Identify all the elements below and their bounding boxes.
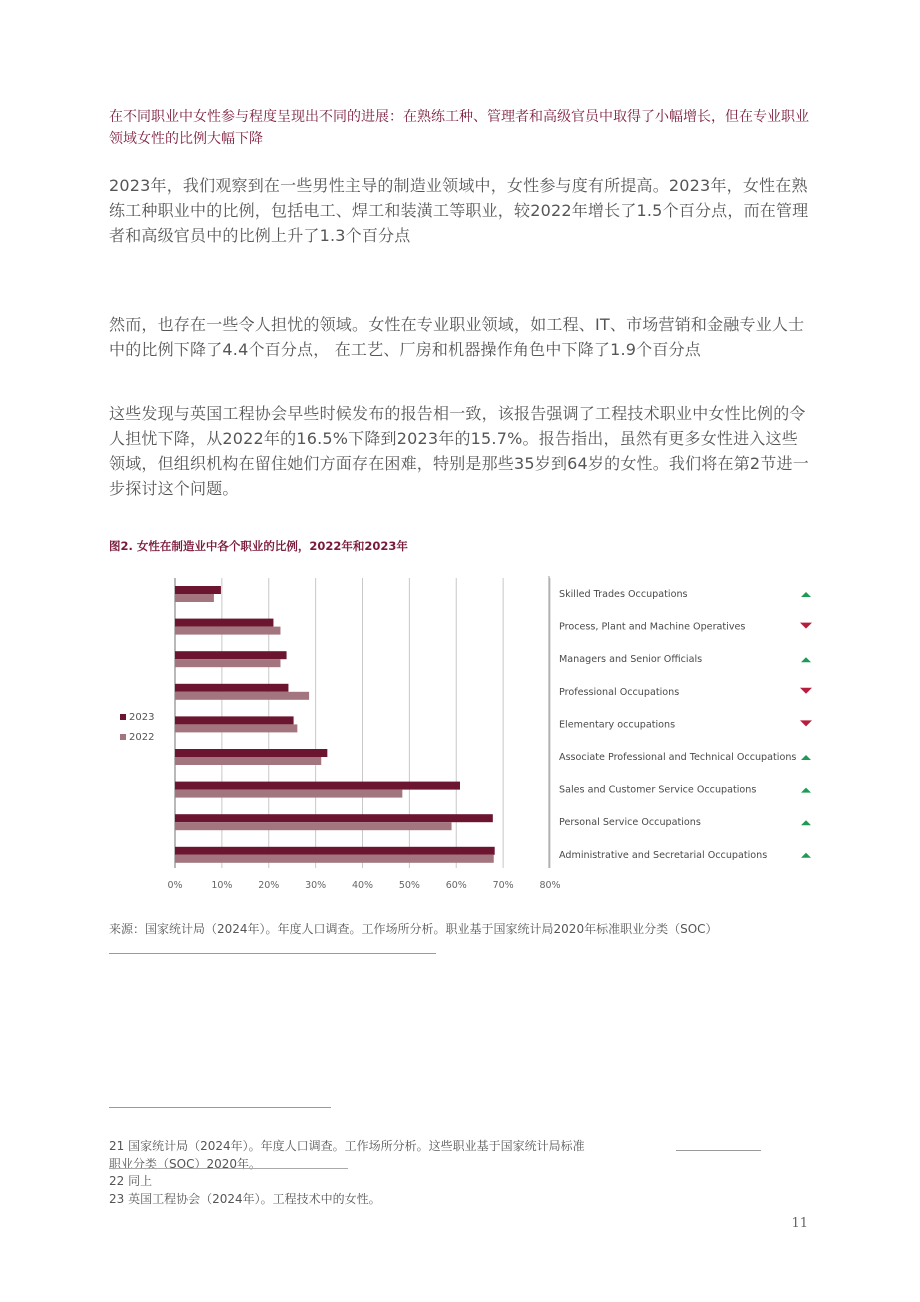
x-tick-label: 20% (258, 880, 280, 891)
bar-2023 (175, 684, 288, 692)
bar-2022 (175, 790, 402, 798)
section-intro-heading: 在不同职业中女性参与程度呈现出不同的进展：在熟练工种、管理者和高级官员中取得了小幅增长，但在专业职业领域女性的比例大幅下降 (109, 109, 809, 147)
bar-2022 (175, 757, 321, 765)
trend-down-icon (800, 623, 812, 629)
bar-2023 (175, 814, 493, 822)
occupation-bar-chart (110, 570, 820, 900)
x-tick-label: 70% (492, 880, 514, 891)
legend-label-2022: 2022 (129, 732, 155, 743)
category-label: Elementary occupations (559, 719, 676, 731)
trend-up-icon (801, 592, 811, 597)
category-label: Associate Professional and Technical Occupations (559, 752, 797, 763)
bar-2022 (175, 594, 214, 602)
bar-2022 (175, 627, 280, 635)
trend-down-icon (800, 720, 812, 726)
legend-swatch-2022 (120, 734, 126, 740)
footnote-23: 23 英国工程协会（2024年）。工程技术中的女性。 (109, 1191, 381, 1206)
x-tick-label: 10% (211, 880, 233, 891)
source-divider (109, 953, 436, 954)
body-paragraph-1: 2023年，我们观察到在一些男性主导的制造业领域中，女性参与度有所提高。2023年，女性在熟练工种职业中的比例，包括电工、焊工和装潢工等职业，较2022年增长了1.5个百分点，而在管理者和高级官员中的比例上升了1.3个百分点 (109, 176, 809, 245)
bar-2022 (175, 855, 494, 863)
footnote-divider (109, 1107, 331, 1108)
legend-label-2023: 2023 (129, 712, 155, 723)
x-tick-label: 30% (305, 880, 327, 891)
footnote-21: 21 国家统计局（2024年）。年度人口调查。工作场所分析。这些职业基于国家统计局标准 (109, 1139, 585, 1153)
trend-up-icon (801, 788, 811, 793)
figure-title: 图2. 女性在制造业中各个职业的比例，2022年和2023年 (109, 539, 408, 553)
bar-2023 (175, 749, 327, 757)
footnote-decoration-line (676, 1150, 761, 1151)
footnotes (109, 1138, 585, 1208)
footnote-21-continued: 职业分类（SOC）2020年。 (109, 1156, 261, 1171)
body-paragraph-3: 这些发现与英国工程协会早些时候发布的报告相一致，该报告强调了工程技术职业中女性比例的令人担忧下降，从2022年的16.5%下降到2023年的15.7%。报告指出，虽然有更多女性进入这些领域，但组织机构在留住她们方面存在困难，特别是那些35岁到64岁的女性。我们将在第2节进一步探讨这个问题。 (109, 404, 809, 498)
bar-2023 (175, 847, 495, 855)
trend-up-icon (801, 755, 811, 760)
bar-2023 (175, 651, 287, 659)
x-tick-label: 40% (351, 880, 374, 891)
x-tick-label: 0% (167, 880, 183, 891)
trend-up-icon (801, 853, 811, 858)
bar-2023 (175, 586, 221, 594)
x-tick-label: 80% (539, 880, 561, 891)
category-label: Professional Occupations (559, 686, 680, 698)
category-label: Skilled Trades Occupations (559, 589, 688, 600)
bar-2023 (175, 716, 294, 724)
trend-up-icon (801, 820, 811, 825)
body-paragraph-2: 然而，也存在一些令人担忧的领域。女性在专业职业领域，如工程、IT、市场营销和金融专业人士中的比例下降了4.4个百分点， 在工艺、厂房和机器操作角色中下降了1.9个百分点 (109, 315, 805, 359)
x-tick-label: 50% (398, 880, 420, 891)
category-label: Personal Service Occupations (559, 817, 701, 829)
footnote-22: 22 同上 (109, 1174, 153, 1188)
category-label: Administrative and Secretarial Occupations (559, 849, 768, 861)
bar-2023 (175, 619, 273, 627)
trend-up-icon (801, 657, 811, 662)
x-tick-label: 60% (445, 880, 467, 891)
footnote-strike-line (109, 1168, 348, 1169)
bar-2022 (175, 822, 452, 830)
bar-2022 (175, 692, 309, 700)
trend-down-icon (800, 688, 812, 694)
category-label: Process, Plant and Machine Operatives (559, 621, 746, 633)
page-number: 11 (791, 1216, 808, 1231)
category-label: Sales and Customer Service Occupations (559, 784, 757, 796)
legend-swatch-2023 (120, 714, 126, 720)
bar-2022 (175, 659, 280, 667)
category-label: Managers and Senior Officials (559, 654, 703, 666)
bar-2022 (175, 724, 297, 732)
bar-2023 (175, 782, 460, 790)
figure-source-note: 来源：国家统计局（2024年）。年度人口调查。工作场所分析。职业基于国家统计局2020年标准职业分类（SOC） (109, 922, 718, 936)
